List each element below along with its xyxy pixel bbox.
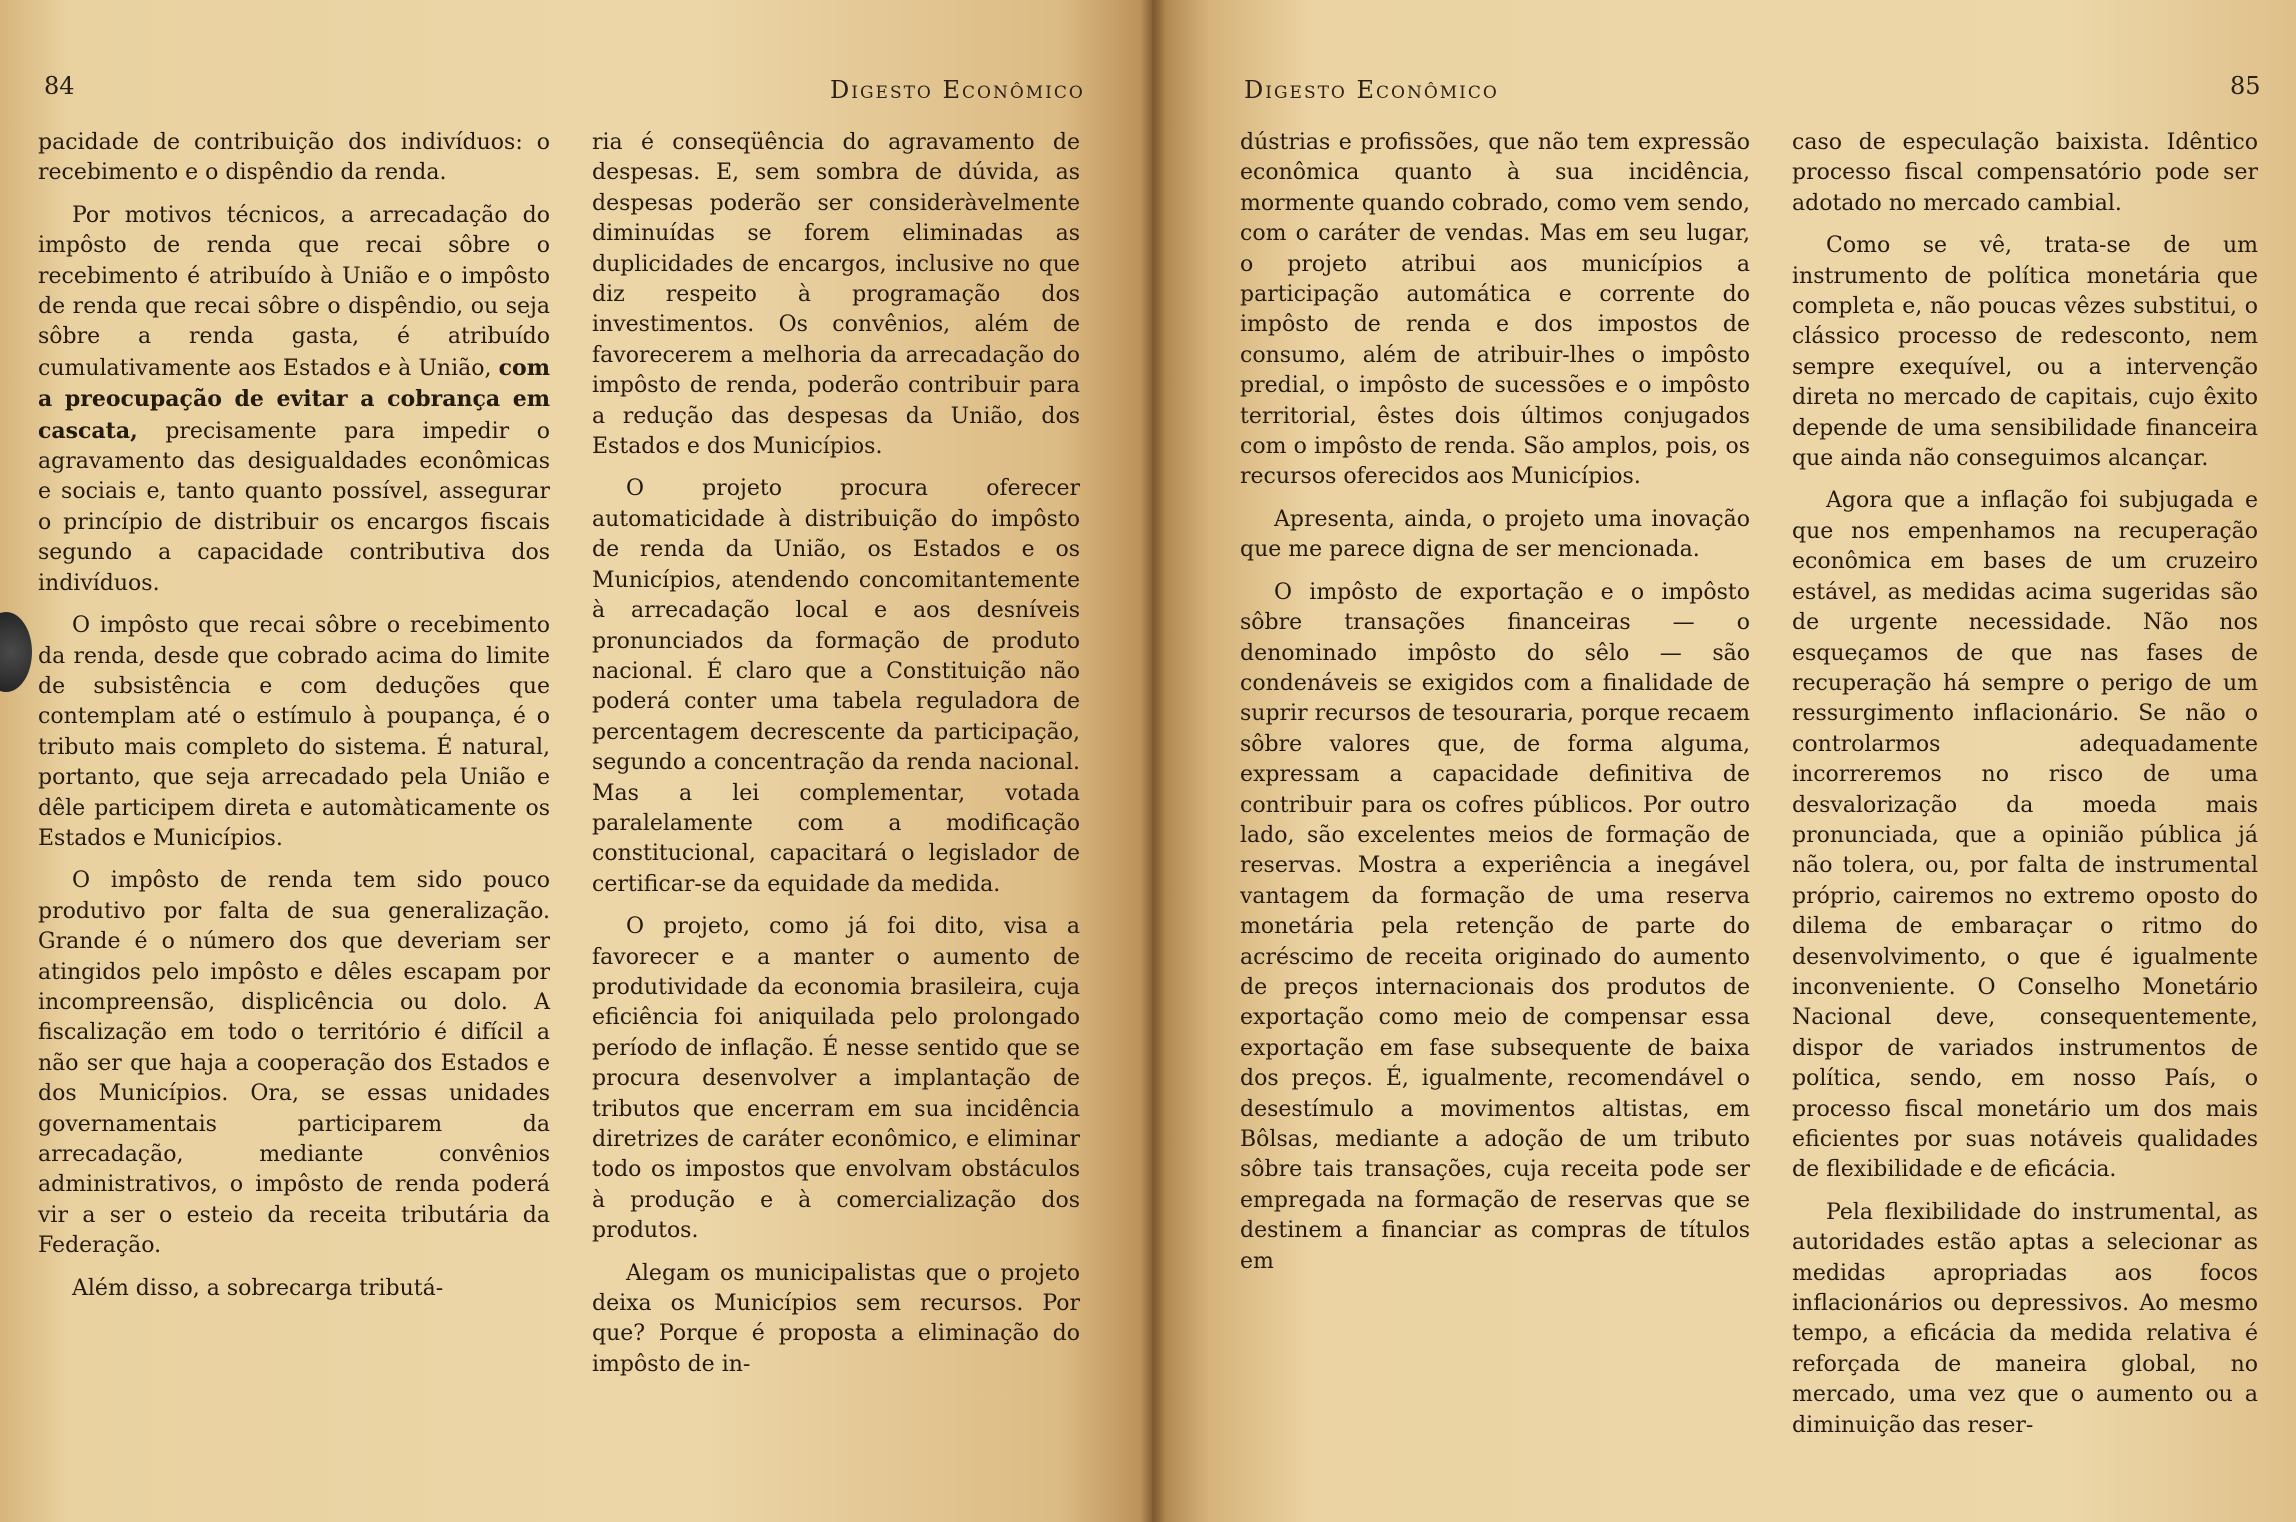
running-header-right: Digesto Econômico <box>1244 76 1499 104</box>
column-1 <box>38 128 550 1316</box>
paragraph: dústrias e profissões, que não tem expressão econômica quanto à sua incidência, mormente quando cobrado, como vem sendo, com o caráter de vendas. Mas em seu lugar, o projeto atribui aos municípios a participação automática e corrente do impôsto de renda e dos impostos de consumo, além de atribuir-lhes o impôsto predial, o impôsto de sucessões e o impôsto territorial, êstes dois últimos conjugados com o impôsto de renda. São amplos, pois, os recursos oferecidos aos Municípios. <box>1240 130 1750 490</box>
running-header-left: Digesto Econômico <box>830 76 1085 104</box>
paragraph: Pela flexibilidade do instrumental, as autoridades estão aptas a selecionar as medidas apropriadas aos focos inflacionários ou depressivos. Ao mesmo tempo, a eficácia da medida relativa é reforçada de maneira global, no mercado, uma vez que o aumento ou a diminuição das reser- <box>1792 1199 2258 1438</box>
page-number-right: 85 <box>2230 72 2261 100</box>
paragraph: Como se vê, trata-se de um instrumento de política monetária que completa e, não poucas vêzes substitui, o clássico processo de redesconto, nem sempre exequível, ou a intervenção direta no mercado de capitais, cujo êxito depende de uma sensibilidade financeira que ainda não conseguimos alcançar. <box>1792 233 2258 472</box>
column-3 <box>1240 128 1750 1289</box>
paragraph: pacidade de contribuição dos indivíduos: o recebimento e o dispêndio da renda. <box>38 130 550 186</box>
paragraph: ria é conseqüência do agravamento de despesas. E, sem sombra de dúvida, as despesas poderão ser consideràvelmente diminuídas se forem eliminadas as duplicidades de encargos, inclusive no que diz respeito à programação dos investimentos. Os convênios, além de favorecerem a melhoria da arrecadação do impôsto de renda, poderão contribuir para a redução das despesas da União, dos Estados e dos Municípios. <box>592 130 1080 460</box>
paragraph: Agora que a inflação foi subjugada e que nos empenhamos na recuperação econômica em bases de um cruzeiro estável, as medidas acima sugeridas são de urgente necessidade. Não nos esqueçamos de que nas fases de recuperação há sempre o perigo de um ressurgimento inflacionário. Se não o controlarmos adequadamente incorreremos no risco de uma desvalorização da moeda mais pronunciada, que a opinião pública já não tolera, ou, por falta de instrumental próprio, cairemos no extremo oposto do dilema de embaraçar o ritmo do desenvolvimento, o que é igualmente inconveniente. O Conselho Monetário Nacional deve, consequentemente, dispor de variados instrumentos de política, sendo, em nosso País, o processo fiscal monetário um dos mais eficientes por suas notáveis qualidades de flexibilidade e de eficácia. <box>1792 488 2258 1183</box>
column-2 <box>592 128 1080 1392</box>
paragraph-text: precisamente para impedir o agravamento das desigualdades econômicas e sociais e, tanto quanto possível, assegurar o princípio de distribuir os encargos fiscais segundo a capacidade contributiva dos indivíduos. <box>38 418 550 596</box>
binder-ring <box>0 612 32 692</box>
paragraph: Alegam os municipalistas que o projeto deixa os Municípios sem recursos. Por que? Porque é proposta a eliminação do impôsto de in- <box>592 1260 1080 1377</box>
paragraph: Apresenta, ainda, o projeto uma inovação que me parece digna de ser mencionada. <box>1240 506 1750 563</box>
paragraph: O impôsto que recai sôbre o recebimento da renda, desde que cobrado acima do limite de subsistência e com deduções que contemplam até o estímulo à poupança, é o tributo mais completo do sistema. É natural, portanto, que seja arrecadado pela União e dêle participem direta e automàticamente os Estados e Municípios. <box>38 613 550 851</box>
paragraph <box>38 201 550 599</box>
book-gutter <box>1140 0 1166 1522</box>
paragraph: O projeto procura oferecer automaticidade à distribuição do impôsto de renda da União, os Estados e os Municípios, atendendo concomitantemente à arrecadação local e aos desníveis pronunciados da formação de produto nacional. É claro que a Constituição não poderá conter uma tabela reguladora de percentagem decrescente da participação, segundo a concentração da renda nacional. Mas a lei complementar, votada paralelamente com a modificação constitucional, capacitará o legislador de certificar-se da equidade da medida. <box>592 476 1080 897</box>
column-4 <box>1792 128 2258 1453</box>
bold-phrase: com a preocupação de evitar a cobrança em cascata, <box>38 354 550 444</box>
paragraph-text: Por motivos técnicos, a arrecadação do impôsto de renda que recai sôbre o recebimento é atribuído à União e o impôsto de renda que recai sôbre o dispêndio, ou seja sôbre a renda gasta, é atribuído cumulativamente aos Estados e à União, <box>38 202 550 381</box>
paragraph: O impôsto de exportação e o impôsto sôbre transações financeiras — o denominado impôsto do sêlo — são condenáveis se exigidos com a finalidade de suprir recursos de tesouraria, porque recaem sôbre valores que, de forma alguma, expressam a capacidade definitiva de contribuir para os cofres públicos. Por outro lado, são excelentes meios de formação de reservas. Mostra a experiência a inegável vantagem da formação de uma reserva monetária pela retenção de parte do acréscimo de receita originado do aumento de preços internacionais dos produtos de exportação como meio de compensar essa exportação em fase subsequente de baixa dos preços. É, igualmente, recomendável o desestímulo a movimentos altistas, em Bôlsas, mediante a adoção de um tributo sôbre tais transações, cuja receita pode ser empregada na formação de reservas que se destinem a financiar as compras de títulos em <box>1240 579 1750 1274</box>
paragraph: O impôsto de renda tem sido pouco produtivo por falta de sua generalização. Grande é o número dos que deveriam ser atingidos pelo impôsto e dêles escapam por incompreensão, displicência ou dolo. A fiscalização em todo o território é difícil a não ser que haja a cooperação dos Estados e dos Municípios. Ora, se essas unidades governamentais participarem da arrecadação, mediante convênios administrativos, o impôsto de renda poderá vir a ser o esteio da receita tributária da Federação. <box>38 868 550 1259</box>
page-number-left: 84 <box>44 72 75 100</box>
paragraph: caso de especulação baixista. Idêntico processo fiscal compensatório pode ser adotado no mercado cambial. <box>1792 130 2258 216</box>
paragraph: O projeto, como já foi dito, visa a favorecer e a manter o aumento de produtividade da economia brasileira, cuja eficiência foi aniquilada pelo prolongado período de inflação. É nesse sentido que se procura desenvolver a implantação de tributos que encerram em sua incidência diretrizes de caráter econômico, e eliminar todo os impostos que envolvam obstáculos à produção e à comercialização dos produtos. <box>592 914 1080 1244</box>
paragraph: Além disso, a sobrecarga tributá- <box>72 1275 444 1301</box>
